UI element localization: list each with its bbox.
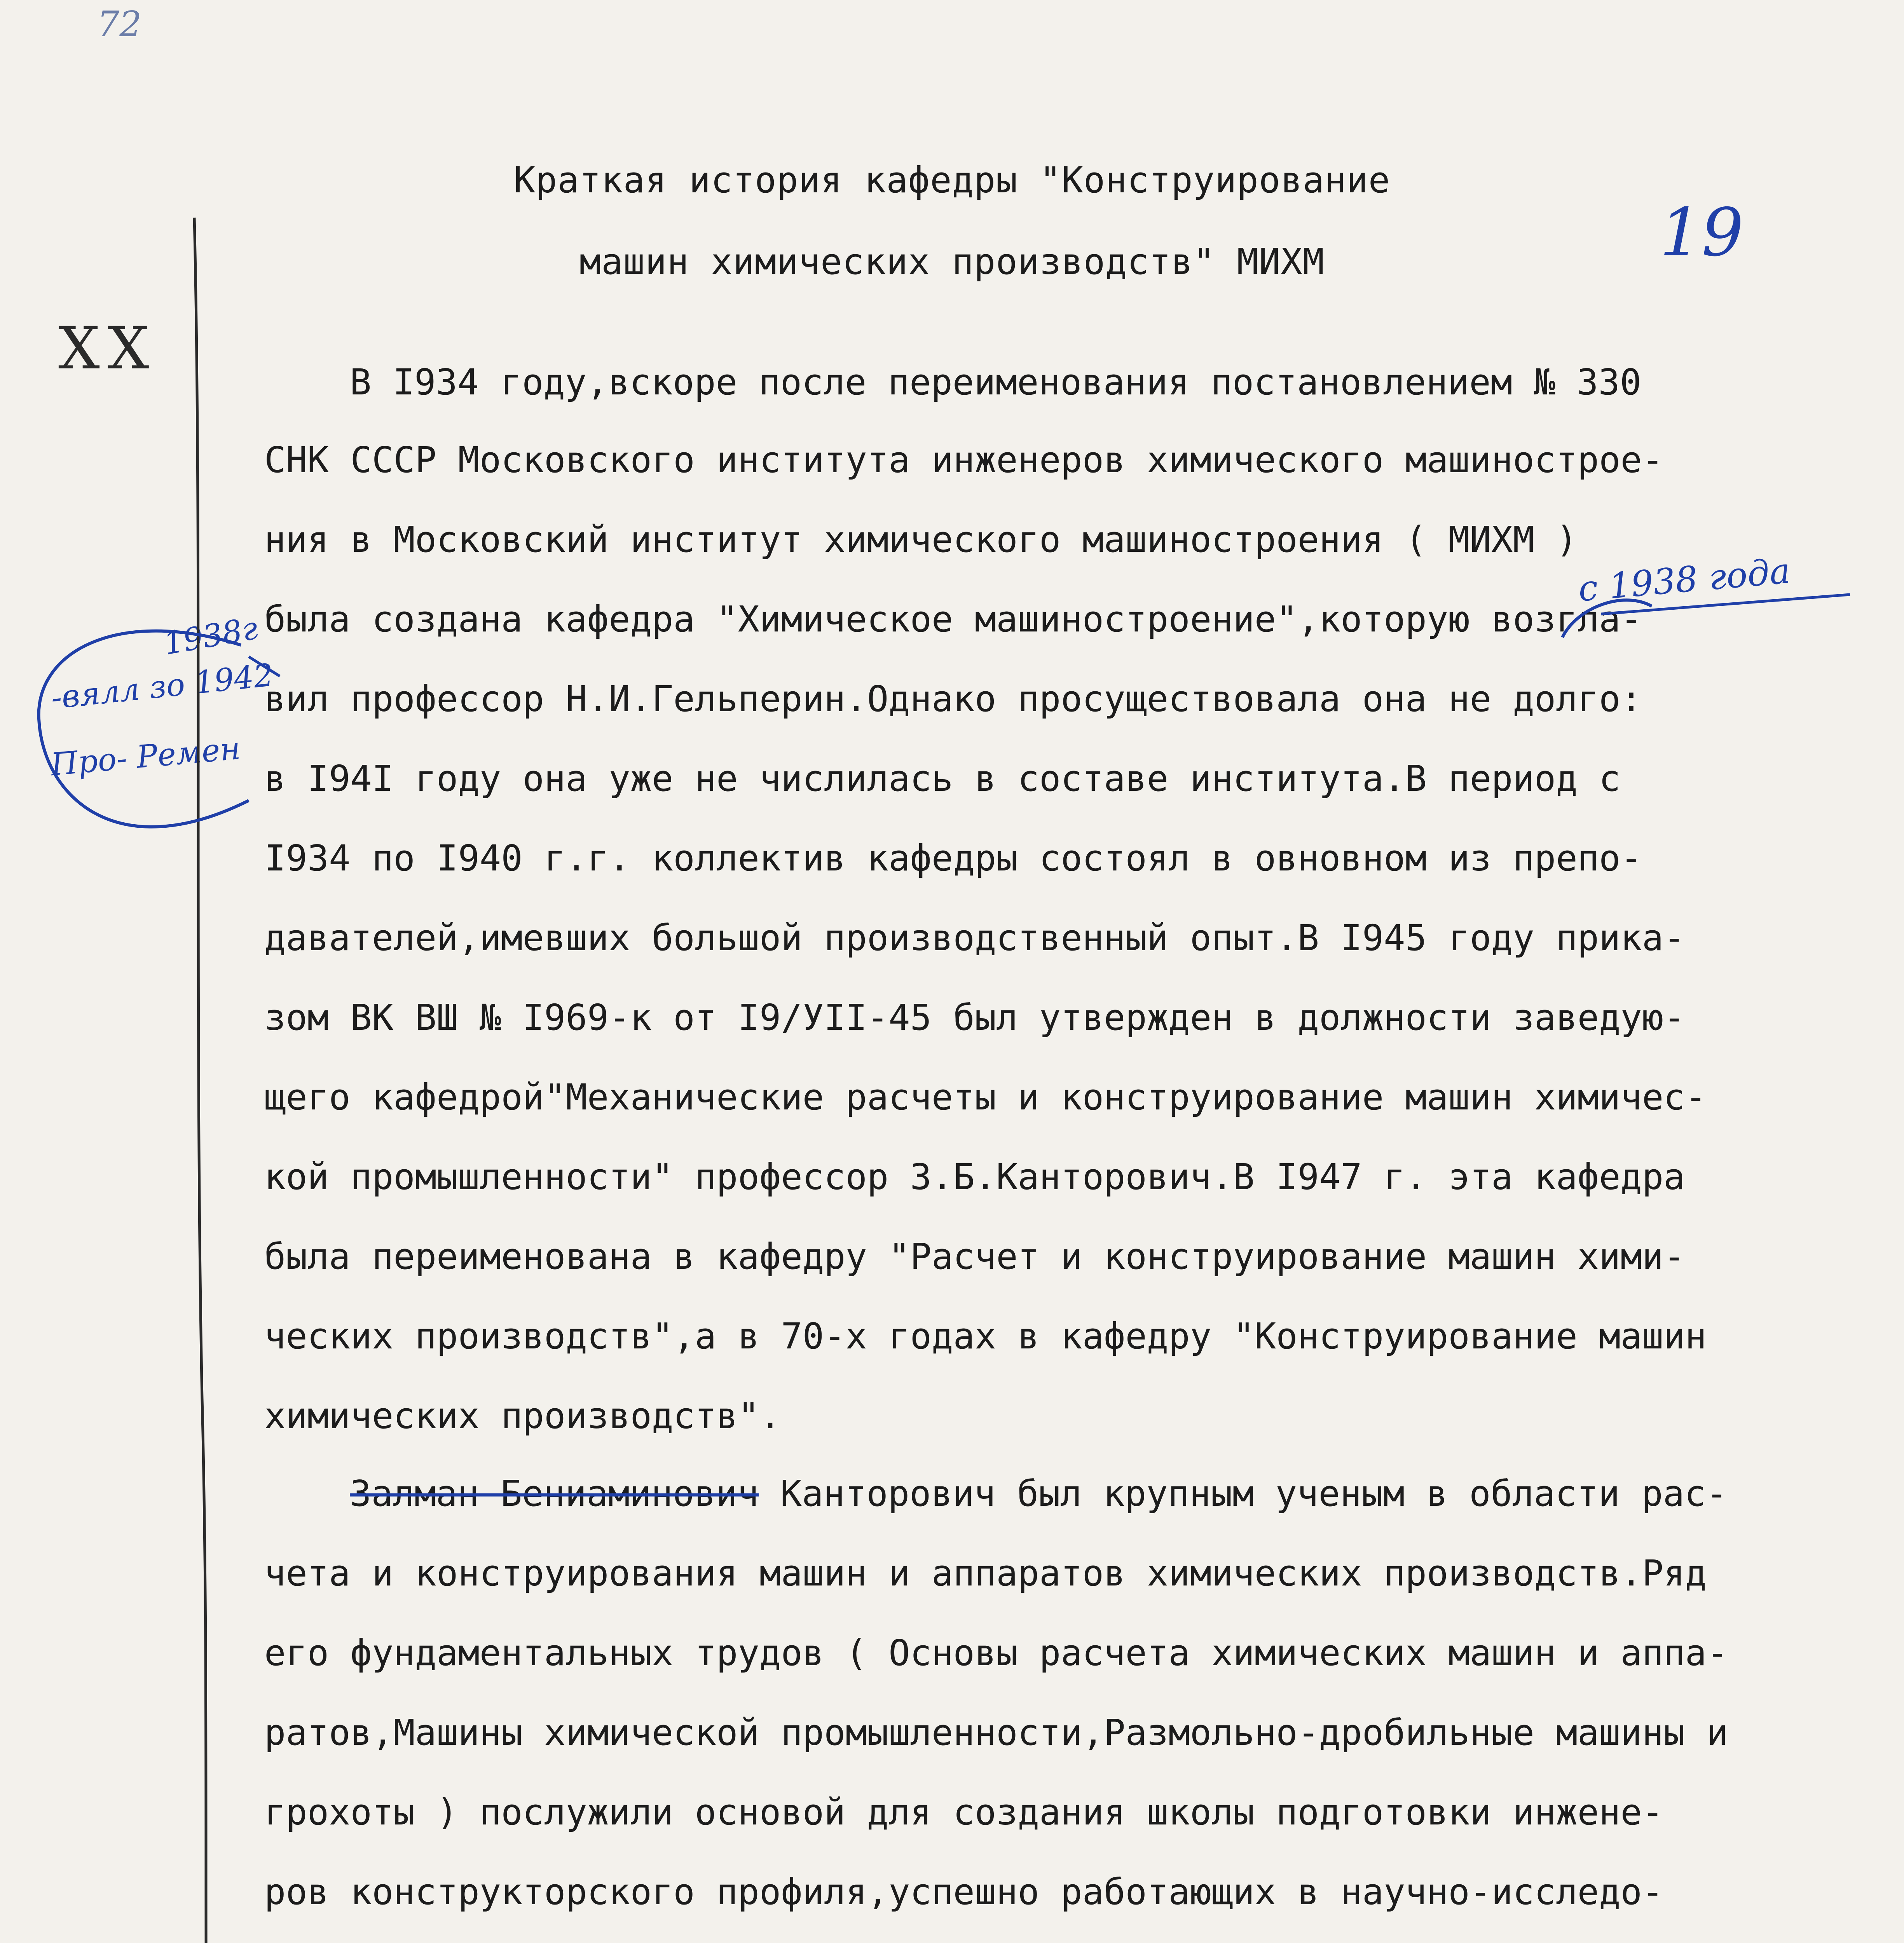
text-line: ратов,Машины химической промышленности,Размольно-дробильные машины и bbox=[264, 1712, 1728, 1753]
cross-marks: XX bbox=[58, 315, 157, 382]
margin-note-1-line-1: 1938г bbox=[161, 610, 261, 662]
text-line: была создана кафедра "Химическое машиностроение",которую возгла- bbox=[264, 598, 1642, 640]
text-line: химических производств". bbox=[264, 1395, 781, 1437]
line-remainder: Канторович был крупным ученым в области рас- bbox=[759, 1473, 1728, 1514]
margin-note-1-line-3: Про- Ремен bbox=[49, 730, 242, 783]
document-title-line-1: Краткая история кафедры "Конструирование bbox=[513, 159, 1391, 201]
text-line: кой промышленности" профессор З.Б.Канторович.В I947 г. эта кафедра bbox=[264, 1156, 1685, 1198]
text-line: его фундаментальных трудов ( Основы расчета химических машин и аппа- bbox=[264, 1632, 1728, 1674]
text-line: ров конструкторского профиля,успешно работающих в научно-исследо- bbox=[264, 1871, 1664, 1913]
text-line: давателей,имевших большой производственный опыт.В I945 году прика- bbox=[264, 917, 1685, 959]
text-line: зом ВК ВШ № I969-к от I9/УII-45 был утвержден в должности заведую- bbox=[264, 997, 1685, 1038]
text-line: ния в Московский институт химического машиностроения ( МИХМ ) bbox=[264, 519, 1578, 560]
text-line: была переименована в кафедру "Расчет и конструирование машин хими- bbox=[264, 1236, 1685, 1277]
text-line: щего кафедрой"Механические расчеты и конструирование машин химичес- bbox=[264, 1076, 1707, 1118]
inserted-note: с 1938 года bbox=[1576, 550, 1792, 610]
struck-name-inline: Залман Бениаминович bbox=[350, 1473, 759, 1514]
document-title-line-2: машин химических производств" МИХМ bbox=[579, 241, 1325, 283]
text-line: СНК СССР Московского института инженеров химического машинострое- bbox=[264, 439, 1664, 481]
margin-note-1-loop bbox=[39, 631, 249, 827]
text-line: вил профессор Н.И.Гельперин.Однако просуществовала она не долго: bbox=[264, 678, 1642, 720]
text-line: чета и конструирования машин и аппаратов химических производств.Ряд bbox=[264, 1552, 1707, 1594]
margin-note-1-line-2: -вялл зо 1942 bbox=[49, 657, 275, 716]
corner-number: 72 bbox=[97, 4, 142, 45]
text-line: В I934 году,вскоре после переименования постановлением № 330 bbox=[350, 361, 1642, 403]
page-number: 19 bbox=[1660, 194, 1744, 271]
text-line: I934 по I940 г.г. коллектив кафедры состоял в овновном из препо- bbox=[264, 837, 1642, 879]
text-line: ческих производств",а в 70-х годах в кафедру "Конструирование машин bbox=[264, 1315, 1707, 1357]
text-line: в I94I году она уже не числилась в составе института.В период с bbox=[264, 758, 1621, 799]
margin-line bbox=[194, 218, 212, 1943]
text-line: грохоты ) послужили основой для создания школы подготовки инжене- bbox=[264, 1791, 1664, 1833]
text-line bbox=[350, 1473, 1904, 1514]
